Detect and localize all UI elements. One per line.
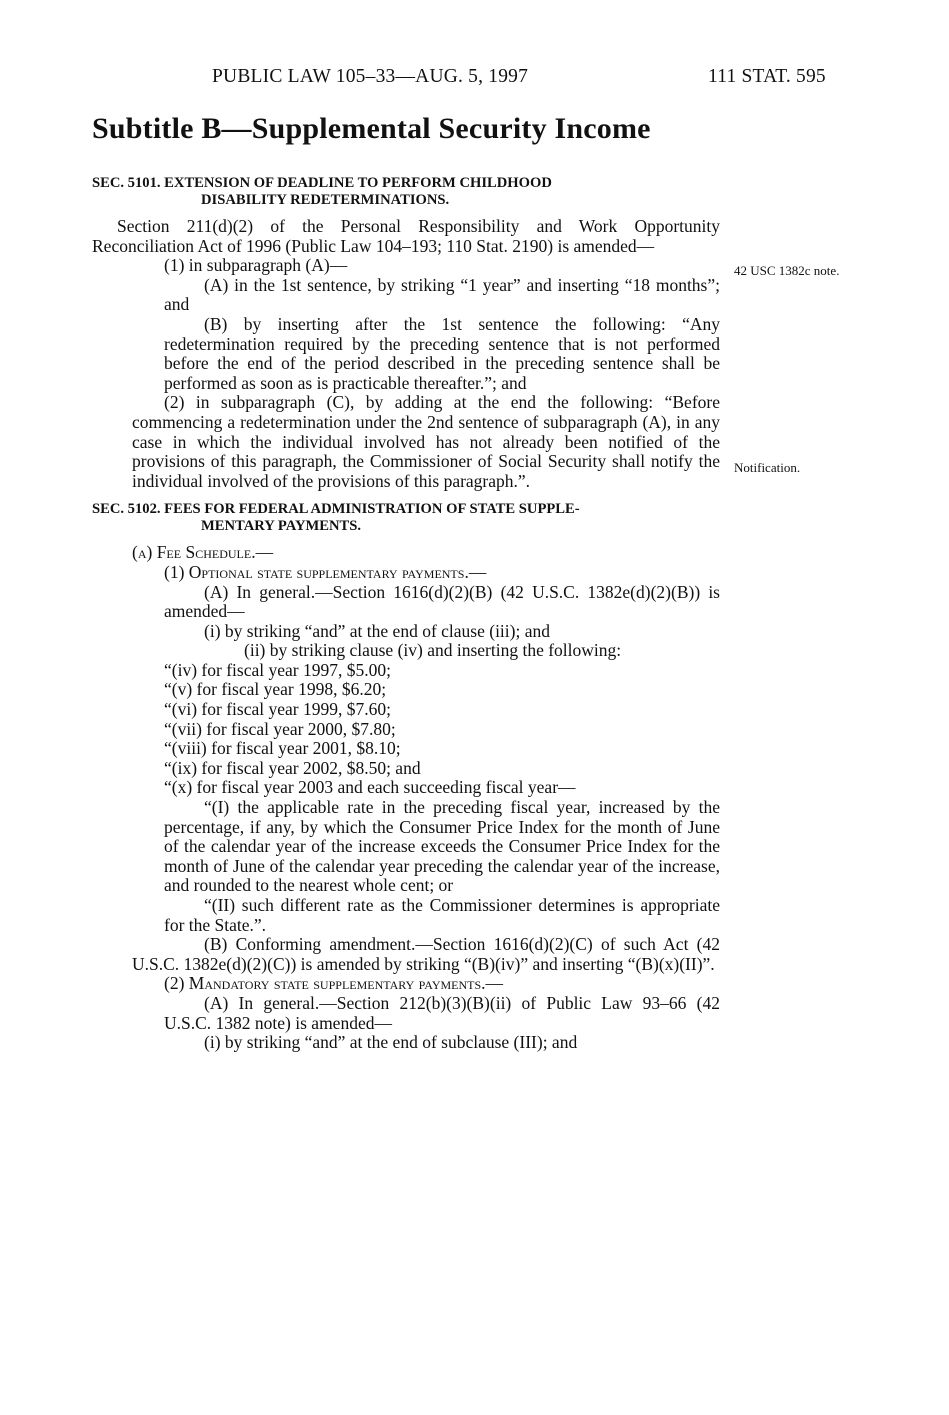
- subtitle-heading: Subtitle B—Supplemental Security Income: [92, 112, 651, 145]
- sec-5102-heading-line1: SEC. 5102. FEES FOR FEDERAL ADMINISTRATION OF STATE SUPPLE-: [92, 501, 580, 518]
- fee-line: “(iv) for fiscal year 1997, $5.00;: [164, 659, 391, 680]
- fee-line: “(viii) for fiscal year 2001, $8.10;: [164, 738, 401, 759]
- sec-5102-heading: [92, 501, 720, 535]
- sec-5101-intro: Section 211(d)(2) of the Personal Responsibility and Work Opportunity Reconciliation Act of 1996 (Public Law 104–193; 110 Stat. 2190) is amended—: [92, 216, 720, 256]
- sec-5102-subsection-a: (a) Fee Schedule.—: [132, 542, 274, 563]
- sec-5102-para-a1: (1) Optional state supplementary payments.—: [164, 561, 487, 582]
- sec-5102-para-a1B: [92, 935, 720, 974]
- sec-5102-para-a2: (2) Mandatory state supplementary payments.—: [164, 973, 504, 994]
- margin-note-notification: Notification.: [734, 460, 801, 475]
- margin-note-usc: 42 USC 1382c note.: [734, 263, 840, 278]
- fee-line: “(ix) for fiscal year 2002, $8.50; and: [164, 757, 421, 778]
- running-head-right: 111 STAT. 595: [708, 66, 826, 87]
- sec-5102-clause-ii: (ii) by striking clause (iv) and inserting the following:: [244, 640, 622, 661]
- body-text: [92, 175, 720, 1053]
- sec-5101-para-1: (1) in subparagraph (A)—: [164, 255, 348, 276]
- sec-5101-heading-line1: SEC. 5101. EXTENSION OF DEADLINE TO PERFORM CHILDHOOD: [92, 175, 552, 191]
- sec-5101-para-1B: (B) by inserting after the 1st sentence the following: “Any redetermination required by the preceding sentence that is not performed before the end of the period described in the preceding sentence shall be performed as soon as is practicable thereafter.”; and: [164, 313, 720, 393]
- sec-5101-heading-line2: DISABILITY REDETERMINATIONS.: [201, 192, 450, 208]
- fee-subclause-I: “(I) the applicable rate in the preceding fiscal year, increased by the percentage, if any, by which the Consumer Price Index for the month of June of the calendar year of the increase exceeds the Consumer Price Index for the month of June of the calendar year preceding the calendar year of the increase, and rounded to the nearest whole cent; or: [164, 797, 720, 896]
- sec-5102-para-a1A: (A) In general.—Section 1616(d)(2)(B) (42 U.S.C. 1382e(d)(2)(B)) is amended—: [164, 581, 720, 622]
- fee-line: “(v) for fiscal year 1998, $6.20;: [164, 679, 387, 700]
- fee-schedule-list: [92, 661, 720, 798]
- conforming-amendment-text: (B) Conforming amendment.—Section 1616(d)(2)(C) of such Act (42 U.S.C. 1382e(d)(2)(C)) is amended by striking “(B)(iv)” and inserting “(B)(x)(II)”.: [132, 934, 720, 974]
- sec-5102-clause-i: (i) by striking “and” at the end of clause (iii); and: [204, 620, 550, 641]
- running-head-left: PUBLIC LAW 105–33—AUG. 5, 1997: [212, 66, 529, 87]
- sec-5102-subclause-i: (i) by striking “and” at the end of subclause (III); and: [204, 1032, 578, 1053]
- sec-5101-para-1A: (A) in the 1st sentence, by striking “1 year” and inserting “18 months”; and: [164, 274, 720, 315]
- fee-line: “(x) for fiscal year 2003 and each succeeding fiscal year—: [164, 777, 576, 798]
- fee-line: “(vi) for fiscal year 1999, $7.60;: [164, 699, 391, 720]
- fee-line: “(vii) for fiscal year 2000, $7.80;: [164, 718, 396, 739]
- sec-5101-heading: [92, 175, 720, 209]
- sec-5102-heading-line2: MENTARY PAYMENTS.: [201, 518, 362, 535]
- sec-5101-para-2: (2) in subparagraph (C), by adding at the end the following: “Before commencing a redetermination under the 2nd sentence of subparagraph (A), in any case in which the individual involved has not already been notified of the provisions of this paragraph, the Commissioner of Social Security shall notify the individual involved of the provisions of this paragraph.”.: [132, 392, 720, 491]
- fee-subclause-II: “(II) such different rate as the Commissioner determines is appropriate for the State.”.: [164, 895, 720, 935]
- sec-5102-para-a2A: (A) In general.—Section 212(b)(3)(B)(ii) of Public Law 93–66 (42 U.S.C. 1382 note) is amended—: [164, 992, 720, 1033]
